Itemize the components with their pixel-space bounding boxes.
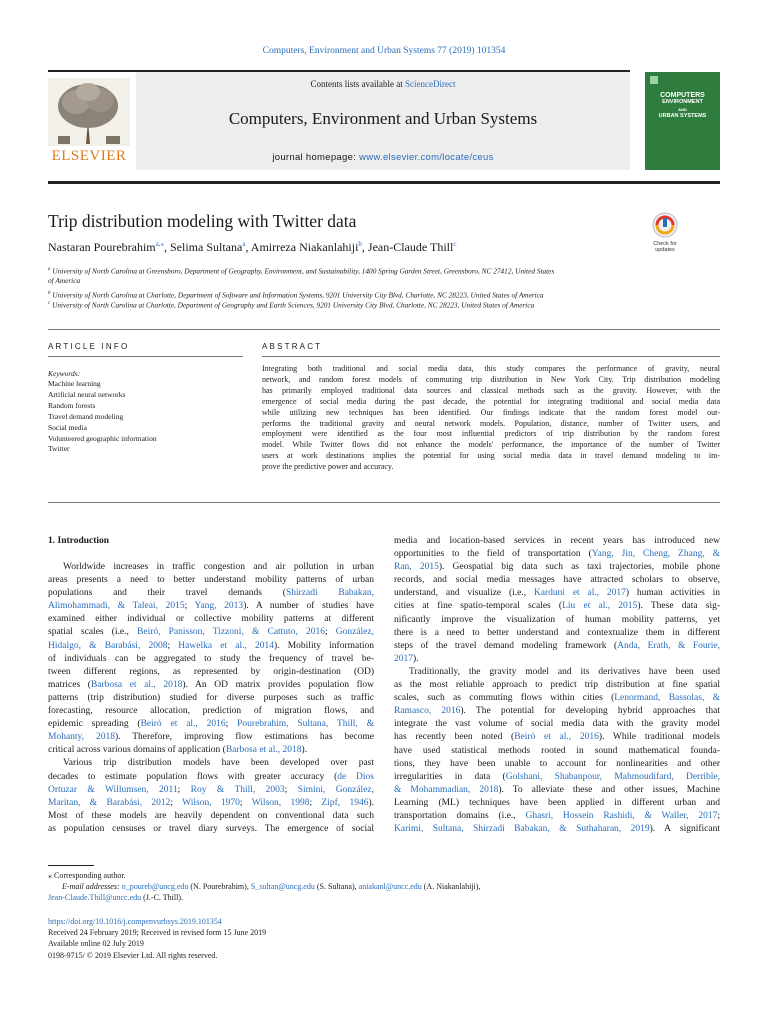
body-text: decades to estimate population flows with greater accuracy ( — [48, 771, 338, 782]
body-text: ; — [239, 797, 252, 808]
body-text: integrate the vast volume of social media data with the gravity model — [394, 719, 720, 730]
body-text: ; — [225, 719, 238, 730]
journal-title: Computers, Environment and Urban Systems — [228, 109, 538, 128]
introduction-heading: 1. Introduction — [48, 536, 110, 546]
email-link[interactable]: S_sultan@uncg.edu — [250, 882, 315, 891]
body-line — [394, 600, 720, 613]
body-line — [394, 823, 720, 836]
author-name[interactable]: Jean-Claude Thill — [367, 240, 454, 254]
author-list — [48, 240, 456, 255]
body-text: populations and their travel demands ( — [48, 588, 286, 599]
body-text: as the most reliable approach to predict trip distribution at fine spatial — [394, 680, 720, 691]
corresponding-author-note: ⁎ Corresponding author. — [48, 871, 126, 880]
body-text: steps of the travel demand modeling framework ( — [394, 640, 618, 651]
body-text: of individuals can be aggregated to study the frequency of travel be- — [48, 653, 374, 664]
homepage-link[interactable]: www.elsevier.com/locate/ceus — [359, 152, 494, 163]
citation-link[interactable]: Pourebrahim, Sultana, Thill, & — [237, 719, 374, 730]
body-text: ; — [184, 601, 195, 612]
body-line — [394, 810, 720, 823]
body-text: has recently been noted ( — [394, 732, 515, 743]
abstract-line: network, and random forest models of commuting trip distribution in New York City. Trip distribution modeling — [262, 374, 720, 384]
author-affil-sup[interactable]: c — [453, 240, 457, 248]
abstract-line: prove the predictive power and accuracy. — [262, 462, 394, 472]
email-owner: (J.-C. Thill). — [141, 893, 183, 902]
email-addresses — [62, 881, 480, 892]
body-line — [48, 823, 374, 836]
abstract-heading: ABSTRACT — [262, 342, 323, 351]
citation-link[interactable]: Zipf, 1946 — [321, 797, 369, 808]
email-label: E-mail addresses: — [62, 882, 122, 891]
citation-link[interactable]: Hawelka et al., 2014 — [178, 640, 275, 651]
body-text: ). — [368, 797, 374, 808]
citation-link[interactable]: Lenormand, Bassolas, & — [614, 693, 720, 704]
body-text: cities at fine spatio-temporal scales ( — [394, 601, 563, 612]
body-text: ; — [284, 784, 298, 795]
body-text: scales, such as commuting flows within cities ( — [394, 693, 615, 704]
body-text: ). Geospatial big data such as taxi trajectories, mobile phone — [438, 562, 720, 573]
body-right-column — [394, 535, 720, 836]
citation-link[interactable]: Wilson, 1970 — [182, 797, 240, 808]
cover-line-1: COMPUTERS — [660, 92, 705, 99]
author-name[interactable]: Nastaran Pourebrahim — [48, 240, 156, 254]
body-text: ). While traditional models — [598, 732, 720, 743]
body-text: ; — [177, 784, 191, 795]
body-line — [48, 692, 374, 705]
body-line — [48, 679, 374, 692]
citation-link[interactable]: Shirzadi Babakan, — [285, 588, 374, 599]
citation-link[interactable]: Ortuzar & Willumsen, 2011 — [48, 784, 178, 795]
check-for-updates-icon[interactable] — [644, 211, 686, 255]
footnote-rule — [48, 865, 94, 866]
citation-link[interactable]: Hidalgo, & Barabási, 2008 — [48, 640, 168, 651]
author-separator: , — [245, 240, 251, 254]
body-line — [394, 587, 720, 600]
body-line — [394, 627, 720, 640]
citation-link[interactable]: Simini, González, — [297, 784, 375, 795]
body-text: ; — [324, 627, 336, 638]
body-line — [48, 797, 374, 810]
keywords-label: Keywords: — [48, 369, 81, 378]
available-online: Available online 02 July 2019 — [48, 939, 144, 949]
homepage-prefix: journal homepage: — [272, 152, 360, 163]
divider-article-info — [48, 356, 243, 357]
body-text: ; — [167, 640, 179, 651]
citation-link[interactable]: Beiró, Panisson, Tizzoni, & Cattuto, 2016 — [137, 627, 325, 638]
divider-abstract — [262, 356, 720, 357]
body-line — [48, 810, 374, 823]
body-line — [48, 771, 374, 784]
citation-link[interactable]: Wilson, 1998 — [251, 797, 310, 808]
body-text: Worldwide increases in traffic congestion and air pollution in urban — [63, 562, 374, 572]
sciencedirect-link[interactable]: ScienceDirect — [405, 79, 456, 89]
body-text: ). Mobility information — [274, 640, 374, 651]
body-line — [394, 797, 720, 810]
citation-link[interactable]: Ghasri, Hossein Rashidi, & Waller, 2017 — [525, 810, 718, 821]
email-owner: (A. Niakanlahiji), — [421, 882, 481, 891]
body-line — [394, 653, 720, 666]
email-addresses-cont — [48, 892, 183, 903]
keyword: Artificial neural networks — [48, 389, 126, 399]
body-line — [48, 613, 374, 626]
check-updates-line-1: Check for — [653, 241, 677, 247]
body-line — [48, 561, 374, 574]
body-text: have used statistical methods rooted in sound mathematical founda- — [394, 745, 720, 756]
body-text: Most of these models are heavily dependent on conventional data such — [48, 810, 374, 821]
citation-link[interactable]: Ramasco, 2016 — [394, 706, 461, 717]
email-owner: (N. Pourebrahim), — [188, 882, 251, 891]
article-info-heading: ARTICLE INFO — [48, 342, 130, 351]
abstract-line: employment were identified as the four most influential predictors of trip distribution by the random forest — [262, 429, 720, 439]
cover-line-4: URBAN SYSTEMS — [658, 113, 707, 119]
author-name[interactable]: Amirreza Niakanlahiji — [250, 240, 359, 254]
abstract-body — [262, 364, 720, 473]
body-line — [48, 757, 374, 770]
body-text: ) human activities in — [625, 588, 720, 599]
contents-line — [136, 79, 630, 89]
body-text: patterns (trip distribution) studied for diverse purposes such as traffic — [48, 692, 374, 703]
elsevier-wordmark: ELSEVIER — [51, 148, 127, 164]
body-text: irregularities in data ( — [394, 771, 506, 782]
author-affil-sup[interactable]: a,⁎ — [155, 240, 164, 248]
cover-emblem-icon — [650, 76, 658, 84]
affiliation-a — [48, 265, 633, 286]
journal-citation[interactable]: Computers, Environment and Urban Systems 77 (2019) 101354 — [262, 46, 506, 56]
body-text: matrices ( — [48, 679, 91, 690]
cover-line-3: AND — [678, 107, 687, 112]
body-line — [48, 666, 374, 679]
keyword: Random forests — [48, 400, 96, 410]
body-text: as population censuses or travel diary surveys. The emergence of social — [48, 823, 374, 834]
article-metadata — [48, 916, 266, 961]
body-text: forecasting, resource allocation, prediction of migration flows, and — [48, 706, 374, 717]
citation-link[interactable]: Barbosa et al., 2018 — [90, 679, 183, 690]
body-text: ). A number of studies have — [243, 601, 374, 612]
citation-link[interactable]: Maritan, & Barabási, 2012 — [48, 797, 171, 808]
body-text: nificantly improve the visualization of human mobility patterns, yet — [394, 614, 720, 625]
citation-link[interactable]: 2017 — [394, 653, 413, 664]
author-affil-sup[interactable]: a — [242, 240, 246, 248]
body-line — [48, 718, 374, 731]
header-rule-bottom — [48, 181, 720, 184]
body-text: records, and social media messages have attracted scholars to observe, — [394, 575, 720, 586]
affil-text-cont: of America — [48, 276, 81, 286]
citation-link[interactable]: Ran, 2015 — [394, 562, 439, 573]
divider-bottom — [48, 502, 720, 503]
keyword: Volunteered geographic information — [48, 433, 157, 443]
body-text: media and location-based services in recent years has introduced new — [394, 536, 720, 546]
body-text: Traditionally, the gravity model and its derivatives have been used — [409, 666, 720, 677]
abstract-line: has primarily employed traditional data sources and classical methods such as the gravity. However, with the — [262, 385, 720, 395]
body-line — [394, 548, 720, 561]
body-text: opportunities to the field of transportation ( — [394, 549, 592, 560]
body-line — [48, 705, 374, 718]
body-text: ). To alleviate these and other issues, Machine — [498, 784, 720, 795]
keywords-list — [48, 379, 157, 455]
body-text: tions, they have been unable to account for nonlinearities and other — [394, 758, 720, 769]
affil-marker: b — [48, 291, 51, 296]
body-text: there is a need to better understand and contextualize them in different — [394, 627, 720, 638]
body-line — [394, 692, 720, 705]
cover-title — [645, 92, 720, 120]
citation-link[interactable]: Beiró et al., 2016 — [140, 719, 226, 730]
body-line — [48, 731, 374, 744]
body-text: ). A significant — [649, 824, 720, 835]
body-left-column — [48, 561, 374, 836]
paper-title: Trip distribution modeling with Twitter data — [48, 211, 357, 231]
citation-link[interactable]: González, — [335, 627, 374, 638]
citation-link[interactable]: Mohanty, 2018 — [48, 732, 115, 743]
affiliation-c — [48, 299, 633, 310]
body-text: ). An OD matrix provides population flow — [182, 679, 375, 690]
body-text: ). The potential for developing hybrid approaches that — [460, 706, 720, 717]
citation-link[interactable]: Beiró et al., 2016 — [514, 732, 599, 743]
journal-cover[interactable] — [645, 72, 720, 170]
author-separator: , — [164, 240, 170, 254]
check-updates-line-2: updates — [655, 247, 675, 253]
keyword: Machine learning — [48, 379, 101, 388]
body-line — [48, 784, 374, 797]
body-text: examined either individual or collective mobility patterns at different — [48, 614, 374, 625]
body-text: spatial scales (i.e., — [48, 627, 138, 638]
body-line — [394, 666, 720, 679]
abstract-line: while utilizing new techniques has been identified. Our findings indicate that the random forest model out- — [262, 407, 720, 417]
citation-link[interactable]: Yang, 2013 — [194, 601, 244, 612]
received-dates: Received 24 February 2019; Received in revised form 15 June 2019 — [48, 928, 267, 938]
body-line — [394, 758, 720, 771]
keyword: Twitter — [48, 444, 70, 454]
body-line — [394, 679, 720, 692]
body-text: critical across various domains of application ( — [48, 745, 226, 756]
affil-text: University of North Carolina at Charlotte, Department of Software and Information Systems, 9201 University City Blvd, Charlotte, NC 28223, United States of America — [52, 290, 544, 300]
divider-top — [48, 329, 720, 330]
keyword: Social media — [48, 422, 87, 432]
body-text: ; — [309, 797, 322, 808]
body-line — [394, 731, 720, 744]
affil-marker: a — [48, 267, 51, 272]
body-line — [394, 574, 720, 587]
journal-homepage — [136, 152, 630, 163]
body-line — [394, 784, 720, 797]
body-line — [48, 574, 374, 587]
body-text: areas presents a need to better understand mobility patterns of urban — [48, 575, 374, 586]
abstract-line: emergence of social media during the past decade, the potential for integrating traditional and social media data — [262, 396, 720, 406]
author-separator: , — [361, 240, 368, 254]
citation-link[interactable]: de Dios — [337, 771, 374, 782]
body-text: tween different regions, as represented by origin-destination (OD) — [48, 666, 374, 677]
body-line — [48, 600, 374, 613]
citation-link[interactable]: Liu et al., 2015 — [562, 601, 638, 612]
email-link[interactable]: aniakanl@uncc.edu — [358, 882, 422, 891]
body-line — [394, 771, 720, 784]
body-text: understand, and visualize (i.e., — [394, 588, 534, 599]
body-text: Learning (ML) techniques have been applied in different urban and — [394, 797, 720, 808]
body-line — [48, 744, 374, 757]
citation-link[interactable]: Golshani, Shabanpour, Mahmoudifard, Derrible, — [505, 771, 720, 782]
body-line — [48, 587, 374, 600]
abstract-line: performs the traditional gravity and neural network models. Population, distance, number of Twitter users, and — [262, 418, 720, 428]
abstract-line: users at work destinations implies the potential for using social media data in travel demand modeling to im- — [262, 451, 720, 461]
body-text: ; — [170, 797, 183, 808]
body-text: ; — [717, 810, 721, 821]
affil-text: University of North Carolina at Greensboro, Department of Geography, Environment, and Sustainability, 1400 Spring Garden Street, Greensboro, NC 27412, United States — [52, 266, 555, 276]
body-line — [48, 653, 374, 666]
affil-marker: c — [48, 301, 51, 306]
citation-link[interactable]: Yang, Jin, Cheng, Zhang, & — [591, 549, 720, 560]
keyword: Travel demand modeling — [48, 411, 124, 421]
citation-link[interactable]: & Mohammadian, 2018 — [394, 784, 499, 795]
body-line — [48, 640, 374, 653]
body-text: ). Therefore, improving flow estimations has become — [114, 732, 374, 743]
body-line — [394, 535, 720, 548]
body-line — [394, 614, 720, 627]
copyright: 0198-9715/ © 2019 Elsevier Ltd. All rights reserved. — [48, 950, 218, 960]
body-text: transportation domains (i.e., — [394, 810, 526, 821]
doi-link[interactable]: https://doi.org/10.1016/j.compenvurbsys.2019.101354 — [48, 917, 222, 926]
citation-link[interactable]: Barbosa et al., 2018 — [225, 745, 302, 756]
body-text: Various trip distribution models have been developed over past — [63, 758, 374, 769]
body-text: ). These data sig- — [637, 601, 720, 612]
cover-line-2: ENVIRONMENT — [662, 99, 703, 105]
author-name[interactable]: Selima Sultana — [170, 240, 243, 254]
email-owner: (S. Sultana), — [314, 882, 359, 891]
abstract-line: Integrating both traditional and social media data, this study compares the performance of gravity, neural — [262, 364, 720, 373]
author-affil-sup[interactable]: b — [358, 240, 362, 248]
body-text: epidemic spreading ( — [48, 719, 141, 730]
body-line — [394, 745, 720, 758]
citation-link[interactable]: Karimi, Sultana, Shirzadi Babakan, & Suthaharan, 2019 — [394, 824, 650, 835]
affil-text: University of North Carolina at Charlotte, Department of Geography and Earth Sciences, 9201 University City Blvd, Charlotte, NC 28223, United States of America — [52, 300, 535, 310]
citation-link[interactable]: Alimohammadi, & Taleai, 2015 — [48, 601, 185, 612]
body-line — [48, 626, 374, 639]
citation-link[interactable]: Anda, Erath, & Fourie, — [617, 640, 720, 651]
citation-link[interactable]: Karduni et al., 2017 — [533, 588, 626, 599]
body-text: ). — [301, 745, 308, 756]
body-text: ). — [413, 653, 419, 664]
body-line — [394, 718, 720, 731]
abstract-line: model. While Twitter flows did not enhance the models' performance, the importance of the number of Twitter — [262, 440, 720, 450]
body-line — [394, 705, 720, 718]
citation-link[interactable]: Roy & Thill, 2003 — [190, 784, 285, 795]
body-line — [394, 561, 720, 574]
body-line — [394, 640, 720, 653]
email-link[interactable]: n_poureb@uncg.edu — [121, 882, 189, 891]
email-link[interactable]: Jean-Claude.Thill@uncc.edu — [48, 893, 142, 902]
contents-prefix: Contents lists available at — [310, 79, 405, 89]
